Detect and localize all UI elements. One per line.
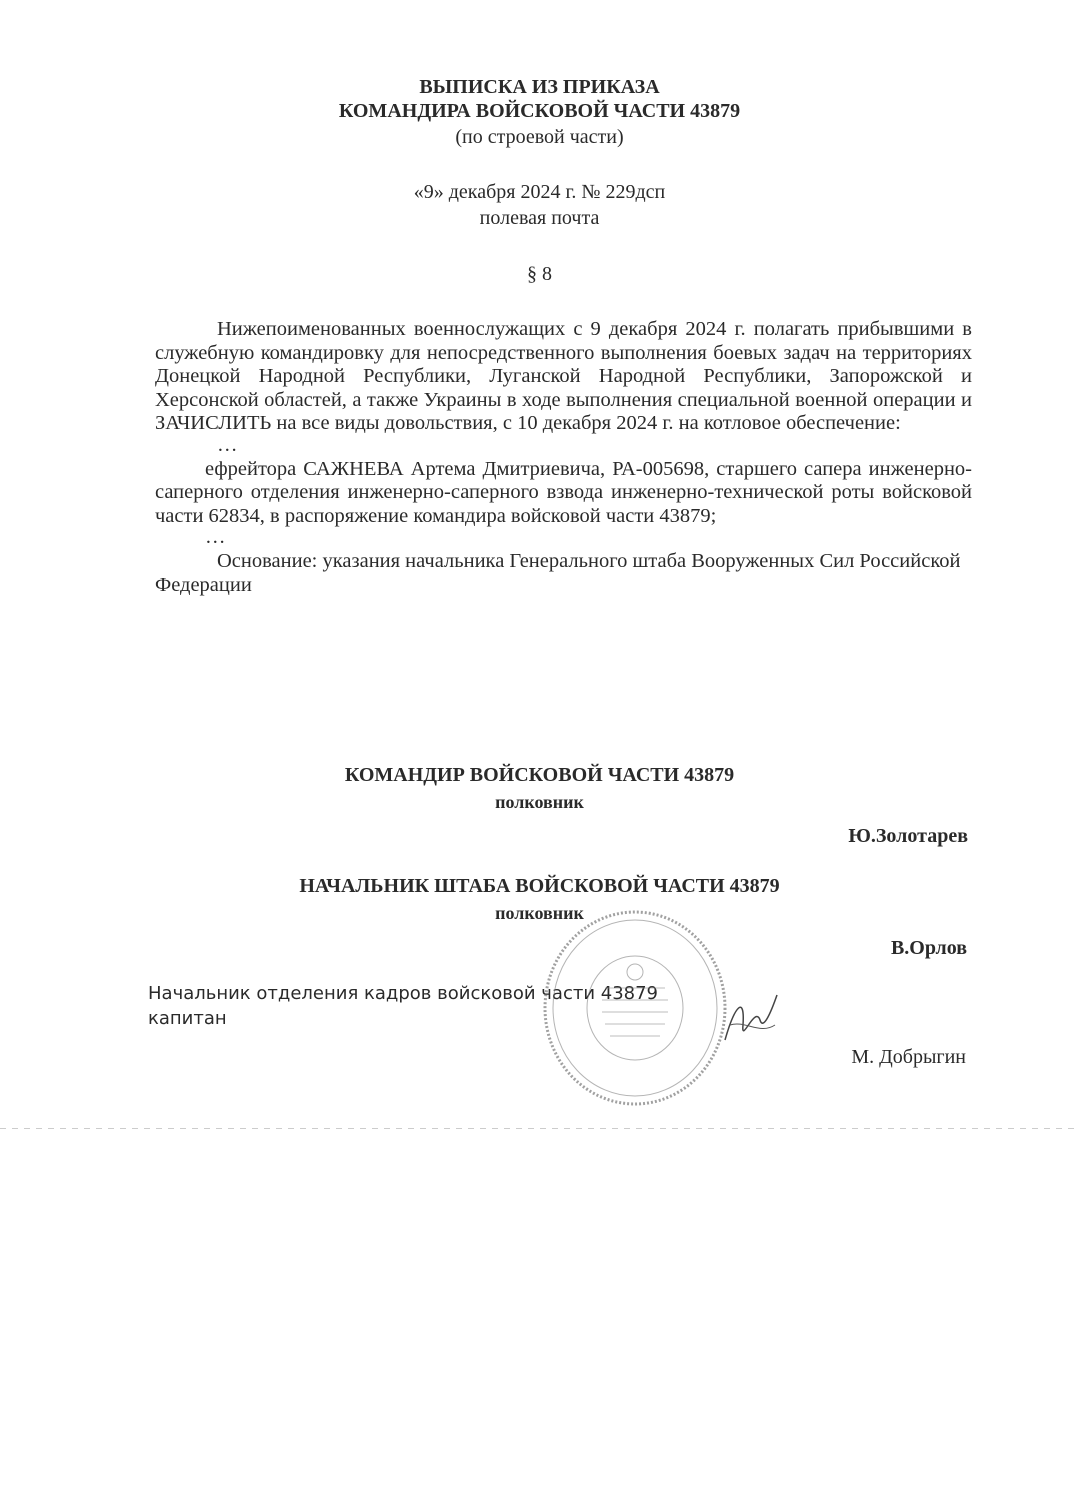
doc-date-number: «9» декабря 2024 г. № 229дсп	[413, 181, 666, 203]
hr-rank: капитан	[148, 1008, 227, 1029]
chief-rank: полковник	[495, 903, 584, 923]
doc-title-line2: КОМАНДИРА ВОЙСКОВОЙ ЧАСТИ 43879	[338, 100, 741, 122]
chief-title: НАЧАЛЬНИК ШТАБА ВОЙСКОВОЙ ЧАСТИ 43879	[299, 875, 780, 897]
signature-icon	[715, 985, 785, 1055]
hr-name: М. Добрыгин	[851, 1046, 966, 1068]
commander-title: КОМАНДИР ВОЙСКОВОЙ ЧАСТИ 43879	[344, 764, 735, 786]
chief-name: В.Орлов	[890, 937, 967, 959]
doc-place: полевая почта	[479, 207, 600, 229]
commander-name: Ю.Золотарев	[848, 825, 968, 847]
doc-subtitle: (по строевой части)	[455, 126, 624, 148]
scan-edge-divider	[0, 1128, 1079, 1129]
commander-rank: полковник	[495, 792, 584, 812]
order-body	[155, 318, 972, 597]
ellipsis: …	[205, 526, 226, 548]
paragraph-number: § 8	[527, 263, 552, 285]
person-entry: ефрейтора САЖНЕВА Артема Дмитриевича, РА-005698, старшего сапера инженерно-саперного отделения инженерно-саперного взвода инженерно-технической роты войсковой части 62834, в распоряжение командира войсковой части 43879;	[155, 457, 972, 527]
official-stamp-icon	[540, 908, 730, 1108]
hr-title: Начальник отделения кадров войсковой части 43879	[148, 983, 659, 1004]
basis-text: Основание: указания начальника Генерального штаба Вооруженных Сил Российской Федерации	[155, 550, 961, 596]
intro-text: Нижепоименованных военнослужащих с 9 декабря 2024 г. полагать прибывшими в служебную командировку для непосредственного выполнения боевых задач на территориях Донецкой Народной Республики, Луганской Народной Республики, Запорожской и Херсонской областей, а также Украины в ходе выполнения специальной военной операции и ЗАЧИСЛИТЬ на все виды довольствия, с 10 декабря 2024 г. на котловое обеспечение:	[155, 318, 972, 434]
ellipsis: …	[217, 433, 238, 456]
doc-title-line1: ВЫПИСКА ИЗ ПРИКАЗА	[419, 76, 660, 98]
